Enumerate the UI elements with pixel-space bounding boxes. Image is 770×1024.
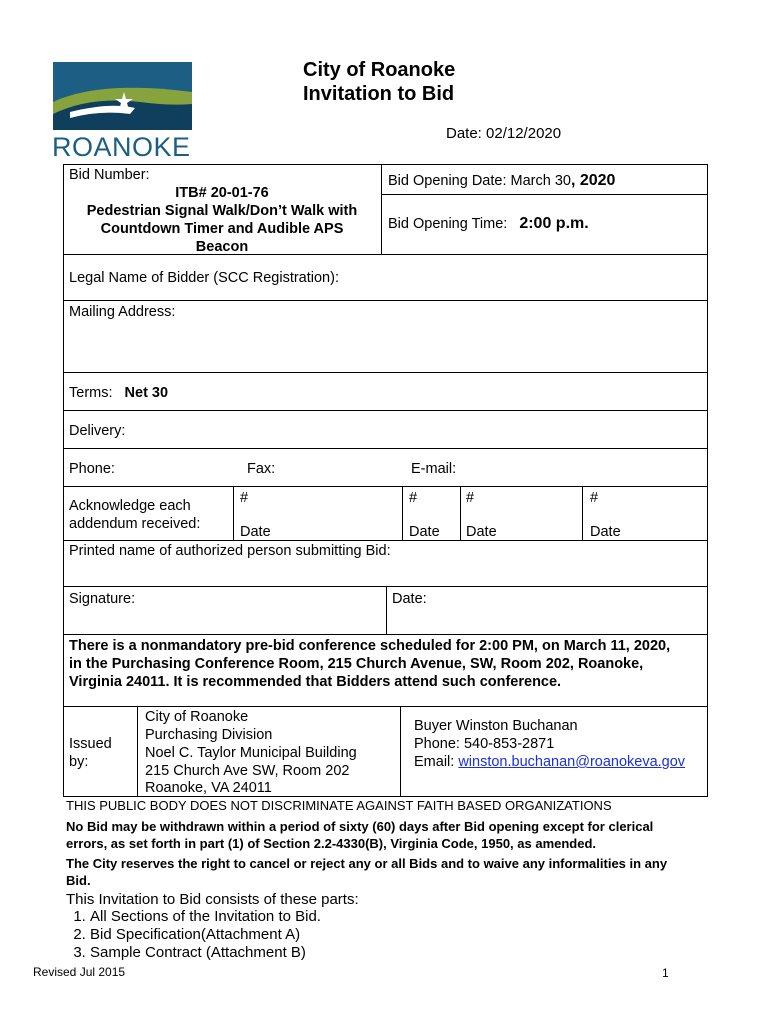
issued-label-2: by: [69,754,89,770]
bid-opening-time [388,215,589,233]
logo-mark-icon [50,62,195,132]
conference-line-2: in the Purchasing Conference Room, 215 Church Avenue, SW, Room 202, Roanoke, [69,656,644,672]
buyer-email-row [414,753,685,771]
addendum-date-2[interactable]: Date [409,524,440,540]
issuer-address-5: Roanoke, VA 24011 [145,780,272,796]
issuer-address-3: Noel C. Taylor Municipal Building [145,745,357,761]
signature-field[interactable]: Signature: [69,591,136,607]
reserve-notice-2: Bid. [66,873,91,888]
revision-note: Revised Jul 2015 [33,965,126,979]
terms-row [69,384,168,402]
issue-date: Date: 02/12/2020 [446,125,562,142]
title-line-2: Invitation to Bid [303,83,455,105]
bid-opening-year: , 2020 [570,172,616,189]
list-item: 1. All Sections of the Invitation to Bid. [90,908,321,926]
acknowledge-label-1: Acknowledge each [69,498,191,514]
bid-opening-date-label: Bid Opening Date: March 30 [388,173,571,189]
signature-date-field[interactable]: Date: [392,591,427,607]
buyer-name: Buyer Winston Buchanan [414,718,578,734]
conference-line-1: There is a nonmandatory pre-bid conference scheduled for 2:00 PM, on March 11, 2020, [69,638,671,654]
terms-value: Net 30 [124,385,169,401]
bid-opening-time-value: 2:00 p.m. [519,215,589,232]
list-item: 3. Sample Contract (Attachment B) [90,944,321,962]
printed-name-field[interactable]: Printed name of authorized person submitting Bid: [69,543,391,559]
issuer-address-4: 215 Church Ave SW, Room 202 [145,763,350,779]
buyer-email-link[interactable]: winston.buchanan@roanokeva.gov [458,754,686,770]
withdraw-notice-2: errors, as set forth in part (1) of Section 2.2-4330(B), Virginia Code, 1950, as amended. [66,836,597,851]
bid-description-2: Countdown Timer and Audible APS [100,221,344,237]
city-logo [50,62,195,160]
page-title [303,58,455,106]
addendum-date-4[interactable]: Date [590,524,621,540]
bid-number-label: Bid Number: [69,167,150,183]
list-item: 2. Bid Specification(Attachment A) [90,926,321,944]
email-field[interactable]: E-mail: [411,461,457,477]
issued-label-1: Issued [69,736,112,752]
addendum-number-4[interactable]: # [590,490,599,506]
nondiscrimination-notice: THIS PUBLIC BODY DOES NOT DISCRIMINATE AGAINST FAITH BASED ORGANIZATIONS [66,798,612,813]
issuer-address-1: City of Roanoke [145,709,249,725]
bid-description-3: Beacon [195,239,249,255]
acknowledge-label-2: addendum received: [69,516,201,532]
reserve-notice-1: The City reserves the right to cancel or reject any or all Bids and to waive any informalities in any [66,856,668,871]
addendum-date-3[interactable]: Date [466,524,497,540]
bid-description-1: Pedestrian Signal Walk/Don’t Walk with [86,203,358,219]
buyer-email-label: Email: [414,754,459,770]
addendum-number-2[interactable]: # [409,490,418,506]
logo-wordmark: ROANOKE [52,132,191,162]
buyer-phone: Phone: 540-853-2871 [414,736,555,752]
parts-intro: This Invitation to Bid consists of these parts: [66,891,359,908]
phone-field[interactable]: Phone: [69,461,115,477]
delivery-field[interactable]: Delivery: [69,423,126,439]
conference-line-3: Virginia 24011. It is recommended that Bidders attend such conference. [69,674,562,690]
legal-name-field[interactable]: Legal Name of Bidder (SCC Registration): [69,270,339,286]
bid-opening-time-label: Bid Opening Time: [388,216,508,232]
page-number: 1 [662,966,669,980]
addendum-number-1[interactable]: # [240,490,249,506]
itb-number: ITB# 20-01-76 [175,185,269,201]
issuer-address-2: Purchasing Division [145,727,273,743]
withdraw-notice-1: No Bid may be withdrawn within a period of sixty (60) days after Bid opening except for clerical [66,819,654,834]
mailing-address-field[interactable]: Mailing Address: [69,304,176,320]
parts-list [46,908,321,962]
terms-label: Terms: [69,385,113,401]
fax-field[interactable]: Fax: [247,461,276,477]
title-line-1: City of Roanoke [303,59,456,81]
addendum-number-3[interactable]: # [466,490,475,506]
bid-opening-date [388,172,615,190]
addendum-date-1[interactable]: Date [240,524,271,540]
